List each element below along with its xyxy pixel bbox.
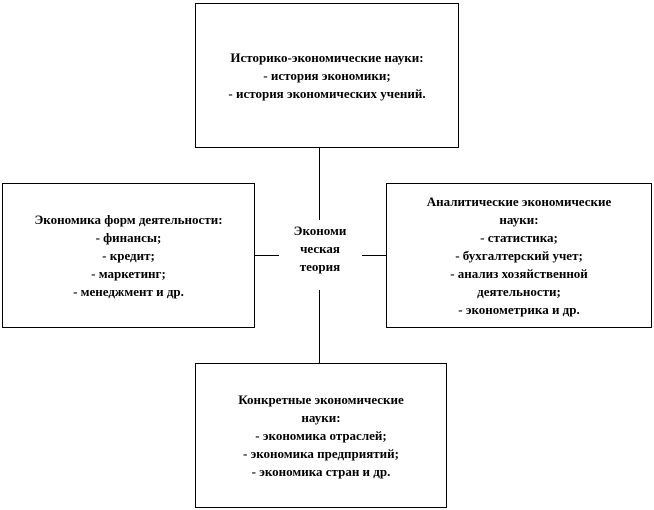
box-line: - экономика отраслей;	[255, 427, 387, 443]
box-line: - менеджмент и др.	[73, 283, 184, 299]
analytical-economic-sciences-text	[427, 193, 612, 319]
historical-economic-sciences-text	[228, 49, 425, 103]
center-line: ческая	[300, 241, 340, 256]
analytical-economic-sciences-box	[386, 183, 652, 328]
box-line: науки:	[301, 409, 341, 425]
box-line: - экономика стран и др.	[251, 463, 391, 479]
box-line: - эконометрика и др.	[458, 301, 580, 317]
box-line: деятельности;	[477, 283, 561, 299]
box-line: - история экономических учений.	[228, 85, 426, 101]
connector-top	[319, 148, 320, 220]
box-line: - финансы;	[95, 229, 162, 245]
connector-bottom	[319, 290, 320, 363]
historical-economic-sciences-box	[195, 3, 459, 148]
center-line: Экономи	[293, 223, 347, 238]
box-line: Конкретные экономические	[238, 391, 404, 407]
box-line: Экономика форм деятельности:	[34, 211, 223, 227]
box-line: Аналитические экономические	[426, 193, 612, 209]
box-line: - маркетинг;	[91, 265, 166, 281]
economics-of-activity-forms-box	[2, 183, 255, 328]
box-line: - история экономики;	[263, 67, 391, 83]
center-line: теория	[299, 259, 341, 274]
connector-right	[362, 255, 386, 256]
economics-of-activity-forms-text	[34, 211, 222, 301]
specific-economic-sciences-box	[195, 363, 447, 508]
box-line: - статистика;	[480, 229, 558, 245]
box-line: Историко-экономические науки:	[230, 49, 424, 65]
box-line: - кредит;	[102, 247, 155, 263]
box-line: - экономика предприятий;	[243, 445, 399, 461]
box-line: - бухгалтерский учет;	[455, 247, 583, 263]
connector-left	[255, 255, 279, 256]
box-line: науки:	[499, 211, 539, 227]
box-line: - анализ хозяйственной	[450, 265, 588, 281]
economic-theory-center-label	[280, 222, 360, 276]
specific-economic-sciences-text	[238, 391, 404, 481]
